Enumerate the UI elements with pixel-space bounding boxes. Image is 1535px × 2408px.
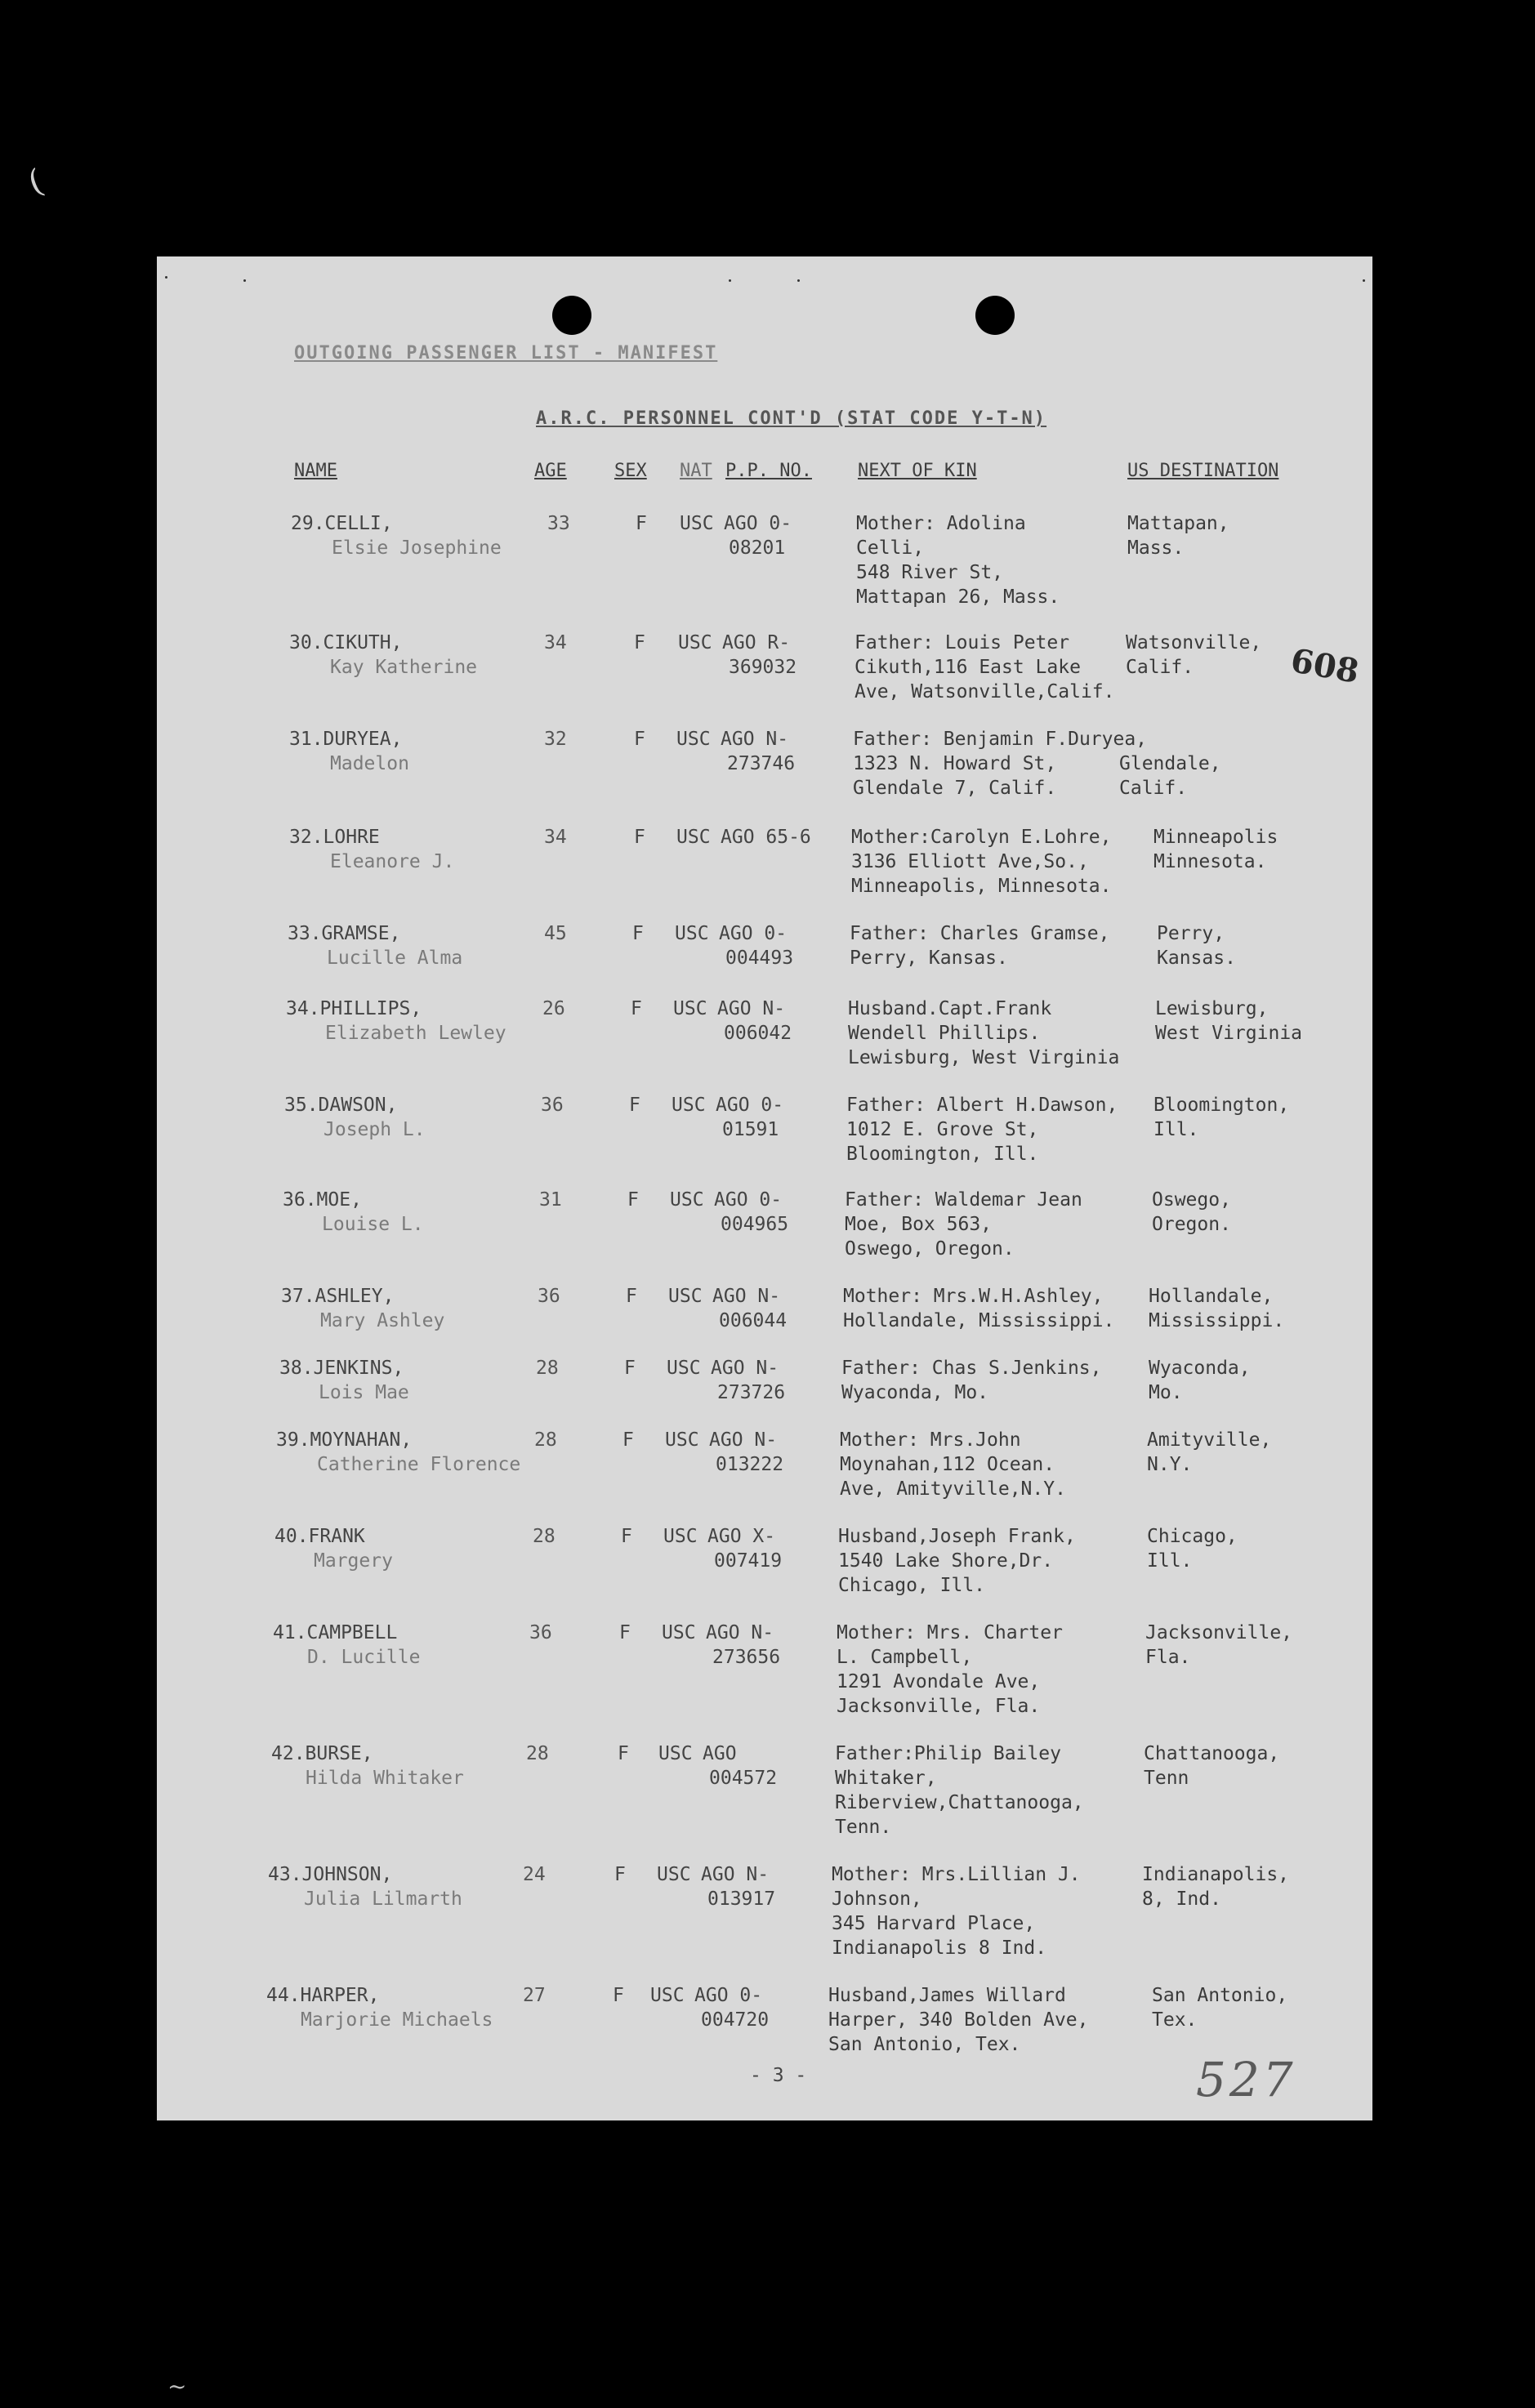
next-of-kin: Father:Philip Bailey Whitaker, Riberview,Chattanooga, Tenn. xyxy=(835,1743,1084,1838)
passenger-nationality: USC xyxy=(680,513,714,534)
next-of-kin: Father: Waldemar Jean Moe, Box 563, Oswego, Oregon. xyxy=(845,1189,1082,1260)
passport-number-cont: 01591 xyxy=(722,1119,779,1140)
passenger-given-name: Eleanore J. xyxy=(330,851,455,872)
passenger-age: 33 xyxy=(547,513,570,534)
passenger-given-name: Elizabeth Lewley xyxy=(325,1023,506,1044)
passport-number: AGO 0- xyxy=(714,1189,783,1211)
passenger-given-name: Margery xyxy=(314,1550,393,1572)
passenger-given-name: Marjorie Michaels xyxy=(301,2009,493,2031)
handwritten-number-608: 608 xyxy=(1287,641,1362,691)
passenger-age: 34 xyxy=(544,632,567,653)
passenger-nationality: USC xyxy=(665,1429,699,1451)
passenger-age: 27 xyxy=(523,1985,546,2006)
margin-mark: ( xyxy=(23,162,49,203)
passenger-sex: F xyxy=(631,998,642,1019)
passenger-surname: 40.FRANK xyxy=(274,1526,365,1547)
passenger-age: 24 xyxy=(523,1864,546,1885)
passenger-surname: 33.GRAMSE, xyxy=(288,923,401,944)
passenger-surname: 29.CELLI, xyxy=(291,513,393,534)
passport-number: AGO N- xyxy=(711,1358,779,1379)
passport-number: AGO N- xyxy=(701,1864,770,1885)
passport-number-cont: 013917 xyxy=(707,1888,776,1910)
col-header-us-destination: US DESTINATION xyxy=(1127,461,1279,481)
passenger-surname: 39.MOYNAHAN, xyxy=(276,1429,413,1451)
passenger-nationality: USC xyxy=(650,1985,685,2006)
punch-hole xyxy=(975,296,1015,335)
speck xyxy=(165,276,167,279)
passenger-age: 28 xyxy=(536,1358,559,1379)
speck xyxy=(729,279,731,282)
passenger-given-name: Lucille Alma xyxy=(327,948,463,969)
passenger-given-name: D. Lucille xyxy=(307,1647,421,1668)
passport-number-cont: 273726 xyxy=(717,1382,786,1403)
passenger-surname: 38.JENKINS, xyxy=(279,1358,404,1379)
passenger-age: 28 xyxy=(534,1429,557,1451)
passenger-surname: 44.HARPER, xyxy=(266,1985,380,2006)
speck xyxy=(243,279,246,282)
col-header-pp: P.P. NO. xyxy=(725,461,812,481)
us-destination: Chicago, Ill. xyxy=(1147,1526,1238,1572)
next-of-kin: Husband,James Willard Harper, 340 Bolden Ave, San Antonio, Tex. xyxy=(828,1985,1089,2055)
next-of-kin: Mother: Mrs.John Moynahan,112 Ocean. Ave, Amityville,N.Y. xyxy=(840,1429,1066,1500)
passenger-given-name: Lois Mae xyxy=(319,1382,409,1403)
passenger-sex: F xyxy=(626,1286,637,1307)
passenger-age: 45 xyxy=(544,923,567,944)
passport-number-cont: 08201 xyxy=(729,537,786,559)
passport-number-cont: 004572 xyxy=(709,1768,778,1789)
passenger-given-name: Joseph L. xyxy=(324,1119,426,1140)
passenger-surname: 42.BURSE, xyxy=(271,1743,373,1764)
passport-number: AGO R- xyxy=(722,632,791,653)
next-of-kin: Mother: Mrs.Lillian J. Johnson, 345 Harvard Place, Indianapolis 8 Ind. xyxy=(832,1864,1081,1959)
passenger-age: 34 xyxy=(544,827,567,848)
passenger-nationality: USC xyxy=(657,1864,691,1885)
next-of-kin: Father: Albert H.Dawson, 1012 E. Grove St, Bloomington, Ill. xyxy=(846,1095,1118,1165)
passenger-nationality: USC xyxy=(678,632,712,653)
document-page xyxy=(157,256,1372,2120)
us-destination: Wyaconda, Mo. xyxy=(1149,1358,1251,1403)
passport-number: AGO X- xyxy=(707,1526,776,1547)
passenger-sex: F xyxy=(634,632,645,653)
passport-number-cont: 369032 xyxy=(729,657,797,678)
passenger-surname: 31.DURYEA, xyxy=(289,729,403,750)
passenger-nationality: USC xyxy=(676,729,711,750)
passport-number: AGO N- xyxy=(721,729,789,750)
us-destination: Bloomington, Ill. xyxy=(1153,1095,1290,1140)
passenger-nationality: USC xyxy=(658,1743,693,1764)
passenger-nationality: USC xyxy=(676,827,711,848)
passport-number-cont: 007419 xyxy=(714,1550,783,1572)
passenger-age: 32 xyxy=(544,729,567,750)
passenger-given-name: Catherine Florence xyxy=(317,1454,521,1475)
passport-number-cont: 004720 xyxy=(701,2009,770,2031)
passenger-surname: 36.MOE, xyxy=(283,1189,362,1211)
passenger-given-name: Hilda Whitaker xyxy=(306,1768,464,1789)
next-of-kin: Husband.Capt.Frank Wendell Phillips. Lewisburg, West Virginia xyxy=(848,998,1120,1068)
passport-number-cont: 006044 xyxy=(719,1310,788,1331)
passenger-age: 36 xyxy=(541,1095,564,1116)
passenger-given-name: Kay Katherine xyxy=(330,657,478,678)
us-destination: San Antonio, Tex. xyxy=(1152,1985,1288,2031)
passenger-sex: F xyxy=(627,1189,639,1211)
next-of-kin: Mother: Adolina Celli, 548 River St, Mattapan 26, Mass. xyxy=(856,513,1060,608)
passenger-given-name: Louise L. xyxy=(322,1214,424,1235)
us-destination: Chattanooga, Tenn xyxy=(1144,1743,1280,1789)
passenger-given-name: Julia Lilmarth xyxy=(304,1888,462,1910)
next-of-kin: Father: Chas S.Jenkins, Wyaconda, Mo. xyxy=(841,1358,1102,1403)
passenger-nationality: USC xyxy=(662,1622,696,1643)
page-number: - 3 - xyxy=(750,2065,807,2086)
passport-number: AGO N- xyxy=(709,1429,778,1451)
col-header-next-of-kin: NEXT OF KIN xyxy=(858,461,977,481)
passenger-given-name: Mary Ashley xyxy=(320,1310,445,1331)
next-of-kin: Father: Benjamin F.Duryea, 1323 N. Howard St, Glendale 7, Calif. xyxy=(853,729,1148,799)
document-title: OUTGOING PASSENGER LIST - MANIFEST xyxy=(294,343,718,363)
passenger-nationality: USC xyxy=(663,1526,698,1547)
passenger-surname: 43.JOHNSON, xyxy=(268,1864,393,1885)
passenger-surname: 30.CIKUTH, xyxy=(289,632,403,653)
passenger-sex: F xyxy=(619,1622,631,1643)
passport-number: AGO 65-6 xyxy=(721,827,811,848)
passport-number: AGO N- xyxy=(706,1622,774,1643)
passenger-given-name: Madelon xyxy=(330,753,409,774)
handwritten-number-527: 527 xyxy=(1196,2052,1296,2107)
passenger-sex: F xyxy=(618,1743,629,1764)
passenger-age: 36 xyxy=(538,1286,560,1307)
next-of-kin: Father: Charles Gramse, Perry, Kansas. xyxy=(850,923,1110,969)
passenger-surname: 37.ASHLEY, xyxy=(281,1286,395,1307)
next-of-kin: Mother: Mrs. Charter L. Campbell, 1291 Avondale Ave, Jacksonville, Fla. xyxy=(837,1622,1063,1717)
passenger-nationality: USC xyxy=(668,1286,703,1307)
passenger-surname: 35.DAWSON, xyxy=(284,1095,398,1116)
passenger-age: 31 xyxy=(539,1189,562,1211)
passport-number: AGO N- xyxy=(717,998,786,1019)
us-destination: Hollandale, Mississippi. xyxy=(1149,1286,1285,1331)
passenger-sex: F xyxy=(634,827,645,848)
passport-number: AGO N- xyxy=(712,1286,781,1307)
passenger-sex: F xyxy=(624,1358,636,1379)
us-destination: Amityville, N.Y. xyxy=(1147,1429,1272,1475)
passport-number-cont: 004493 xyxy=(725,948,794,969)
punch-hole xyxy=(552,296,591,335)
passenger-given-name: Elsie Josephine xyxy=(332,537,502,559)
passport-number-cont: 273656 xyxy=(712,1647,781,1668)
passenger-sex: F xyxy=(622,1429,634,1451)
us-destination: Jacksonville, Fla. xyxy=(1145,1622,1293,1668)
passenger-surname: 41.CAMPBELL xyxy=(273,1622,398,1643)
margin-mark-bottom: ~ xyxy=(167,2373,187,2400)
col-header-sex: SEX xyxy=(614,461,647,481)
speck xyxy=(797,279,800,282)
passenger-sex: F xyxy=(621,1526,632,1547)
passenger-age: 36 xyxy=(529,1622,552,1643)
passenger-age: 28 xyxy=(526,1743,549,1764)
us-destination: Mattapan, Mass. xyxy=(1127,513,1229,559)
us-destination: Indianapolis, 8, Ind. xyxy=(1142,1864,1290,1910)
passport-number: AGO xyxy=(703,1743,737,1764)
passport-number: AGO 0- xyxy=(694,1985,763,2006)
us-destination: Oswego, Oregon. xyxy=(1152,1189,1231,1235)
speck xyxy=(1363,279,1365,282)
passenger-nationality: USC xyxy=(673,998,707,1019)
passenger-age: 28 xyxy=(533,1526,556,1547)
us-destination: Lewisburg, West Virginia xyxy=(1155,998,1303,1044)
passenger-sex: F xyxy=(632,923,644,944)
passenger-age: 26 xyxy=(542,998,565,1019)
passenger-nationality: USC xyxy=(675,923,709,944)
col-header-age: AGE xyxy=(534,461,567,481)
next-of-kin: Father: Louis Peter Cikuth,116 East Lake Ave, Watsonville,Calif. xyxy=(855,632,1115,702)
us-destination: Perry, Kansas. xyxy=(1157,923,1236,969)
passport-number-cont: 273746 xyxy=(727,753,796,774)
next-of-kin: Mother: Mrs.W.H.Ashley, Hollandale, Mississippi. xyxy=(843,1286,1115,1331)
passenger-sex: F xyxy=(613,1985,624,2006)
section-subtitle: A.R.C. PERSONNEL CONT'D (STAT CODE Y-T-N) xyxy=(536,408,1047,429)
passport-number-cont: 004965 xyxy=(721,1214,789,1235)
passport-number: AGO 0- xyxy=(719,923,788,944)
passenger-surname: 34.PHILLIPS, xyxy=(286,998,422,1019)
passenger-surname: 32.LOHRE xyxy=(289,827,380,848)
col-header-name: NAME xyxy=(294,461,337,481)
passenger-sex: F xyxy=(636,513,647,534)
us-destination: Watsonville, Calif. xyxy=(1126,632,1262,678)
passenger-sex: F xyxy=(629,1095,640,1116)
passenger-nationality: USC xyxy=(670,1189,704,1211)
passport-number-cont: 013222 xyxy=(716,1454,784,1475)
passenger-sex: F xyxy=(614,1864,626,1885)
col-header-nat: NAT xyxy=(680,461,712,481)
passport-number-cont: 006042 xyxy=(724,1023,792,1044)
passenger-nationality: USC xyxy=(667,1358,701,1379)
us-destination: Minneapolis Minnesota. xyxy=(1153,827,1278,872)
passenger-nationality: USC xyxy=(672,1095,706,1116)
us-destination: Glendale, Calif. xyxy=(1119,753,1221,799)
passenger-sex: F xyxy=(634,729,645,750)
next-of-kin: Husband,Joseph Frank, 1540 Lake Shore,Dr. Chicago, Ill. xyxy=(838,1526,1076,1596)
passport-number: AGO 0- xyxy=(724,513,792,534)
passport-number: AGO 0- xyxy=(716,1095,784,1116)
next-of-kin: Mother:Carolyn E.Lohre, 3136 Elliott Ave,So., Minneapolis, Minnesota. xyxy=(851,827,1112,897)
